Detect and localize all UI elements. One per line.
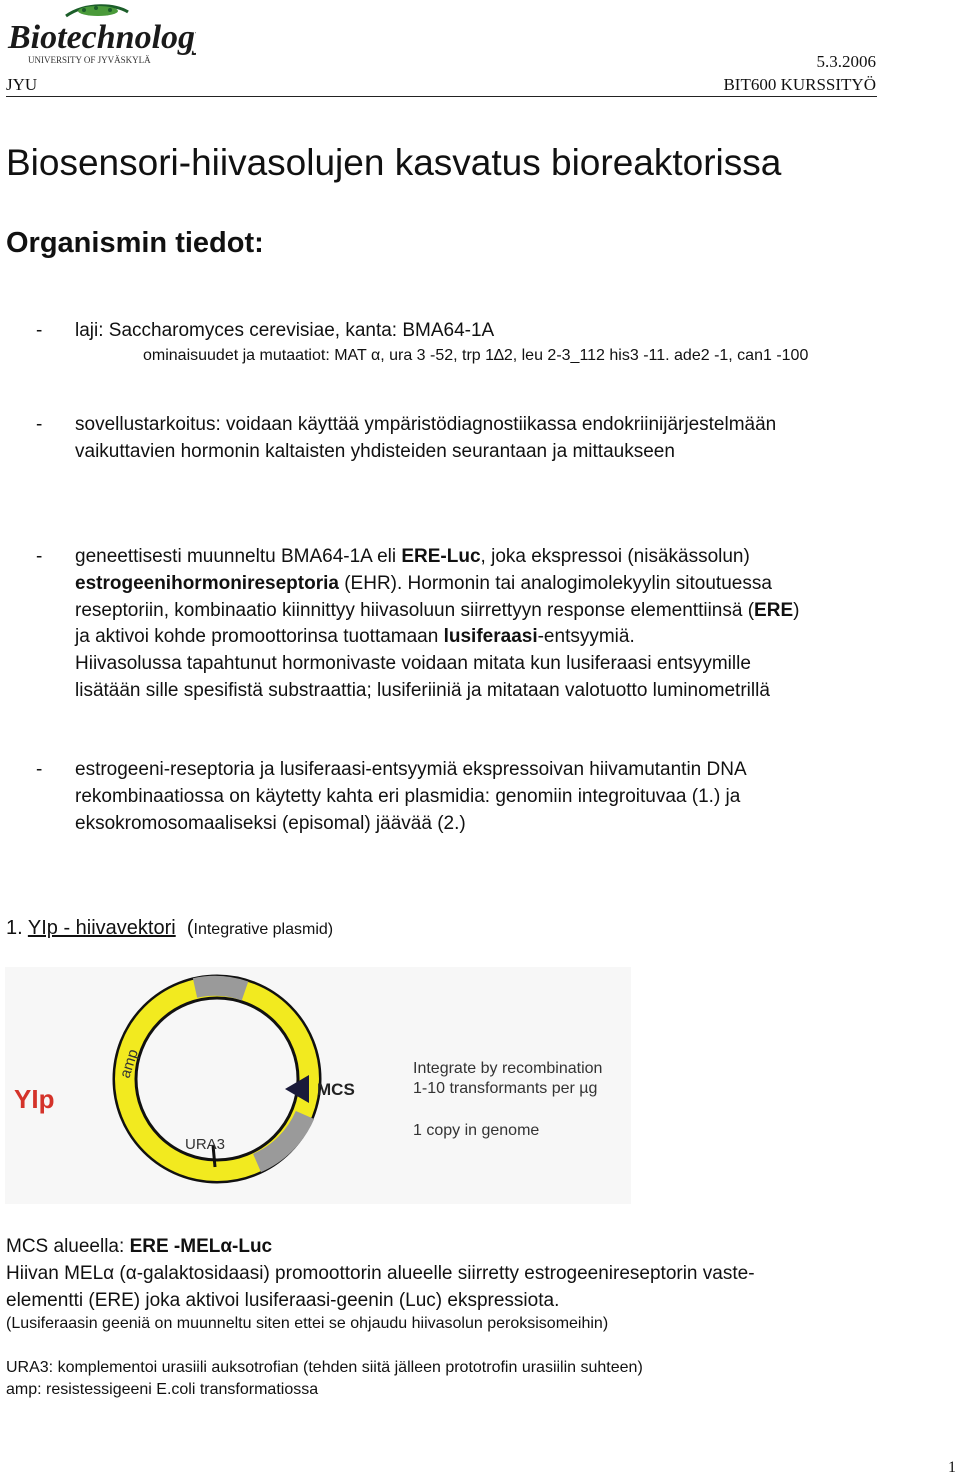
bullet-3-line-2 <box>75 573 772 595</box>
figure-info-1: Integrate by recombination <box>413 1060 603 1077</box>
text-span: reseptoriin, kombinaatio kiinnittyy hiivasoluun siirrettyyn response elementtiinsä ( <box>75 600 755 621</box>
bullet-2-line-2: vaikuttavien hormonin kaltaisten yhdisteiden seurantaan ja mittaukseen <box>75 441 675 462</box>
yip-label: YIp <box>14 1084 55 1114</box>
section-heading: Organismin tiedot: <box>6 227 264 259</box>
bullet-3-line-5: Hiivasolussa tapahtunut hormonivaste voidaan mitata kun lusiferaasi entsyymille <box>75 653 751 674</box>
text-span: ja aktivoi kohde promoottorinsa tuottamaan <box>75 626 444 647</box>
bullet-dash: - <box>36 414 43 435</box>
mcs-bold: ERE -MELα-Luc <box>129 1236 273 1257</box>
amp-label: amp <box>116 1047 142 1081</box>
bullet-1-line-1: laji: Saccharomyces cerevisiae, kanta: BMA64-1A <box>75 320 495 341</box>
vector-subtitle: Integrative plasmid) <box>193 921 334 938</box>
plasmid-diagram <box>5 967 631 1204</box>
grey-segment-top <box>195 986 245 991</box>
bullet-3-line-6: lisätään sille spesifistä substraattia; lusiferiiniä ja mitataan valotuotto luminometrillä <box>75 680 770 701</box>
text-span: (EHR). Hormonin tai analogimolekyylin sitoutuessa <box>338 573 772 594</box>
figure-info-3: 1 copy in genome <box>413 1122 540 1139</box>
bullet-2-line-1: sovellustarkoitus: voidaan käyttää ympäristödiagnostiikassa endokriinijärjestelmään <box>75 414 777 435</box>
bullet-4-line-2: rekombinaatiossa on käytetty kahta eri plasmidia: genomiin integroituvaa (1.) ja <box>75 786 741 807</box>
figure-info-2: 1-10 transformants per µg <box>413 1080 598 1097</box>
text-span: ( <box>175 917 194 939</box>
bullet-4-line-3: eksokromosomaaliseksi (episomal) jäävää (2.) <box>75 813 466 834</box>
logo-subtext: UNIVERSITY OF JYVÄSKYLÄ <box>28 55 151 65</box>
text-span: , joka ekspressoi (nisäkässolun) <box>480 546 750 567</box>
page-title: Biosensori-hiivasolujen kasvatus bioreaktorissa <box>6 142 782 183</box>
bullet-dash: - <box>36 320 43 341</box>
body-line-3: (Lusiferaasin geeniä on muunneltu siten ettei se ohjaudu hiivasolun peroksisomeihin) <box>6 1315 609 1332</box>
text-span: -entsyymiä. <box>537 626 635 647</box>
bullet-3-line-3 <box>75 600 799 622</box>
amp-note: amp: resistessigeeni E.coli transformatiossa <box>6 1381 319 1398</box>
text-span: geneettisesti muunneltu BMA64-1A eli <box>75 546 402 567</box>
luciferase-bold: lusiferaasi <box>443 626 538 647</box>
ura3-label: URA3 <box>185 1136 226 1153</box>
bullet-1-line-2: ominaisuudet ja mutaatiot: MAT α, ura 3 -52, trp 1∆2, leu 2-3_112 his3 -11. ade2 -1, can1 -100 <box>143 347 809 364</box>
vector-number: 1. <box>6 917 28 939</box>
body-line-1: Hiivan MELα (α-galaktosidaasi) promoottorin alueelle siirretty estrogeenireseptorin vaste- <box>6 1263 755 1284</box>
bullet-3-line-1 <box>75 546 750 568</box>
text-span: MCS alueella: <box>6 1236 130 1257</box>
header-right: BIT600 KURSSITYÖ <box>723 75 876 94</box>
text-span: ) <box>793 600 800 621</box>
ura3-note: URA3: komplementoi urasiili auksotrofian (tehden siitä jälleen prototrofin urasiilin suhteen) <box>6 1359 643 1376</box>
header-date: 5.3.2006 <box>816 52 876 71</box>
mcs-line <box>6 1236 272 1258</box>
bullet-4-line-1: estrogeeni-reseptoria ja lusiferaasi-entsyymiä ekspressoivan hiivamutantin DNA <box>75 759 747 780</box>
plasmid-figure <box>5 967 631 1204</box>
receptor-bold: estrogeenihormonireseptoria <box>75 573 339 594</box>
logo-graphic <box>6 2 196 66</box>
header-rule <box>6 96 877 97</box>
bullet-dash: - <box>36 759 43 780</box>
vector-title: YIp - hiivavektori <box>27 917 176 939</box>
ere-bold: ERE <box>754 600 794 621</box>
body-line-2: elementti (ERE) joka aktivoi lusiferaasi-geenin (Luc) ekspressiota. <box>6 1290 560 1311</box>
bullet-3-line-4 <box>75 626 635 648</box>
vector-heading <box>6 917 333 940</box>
header-left: JYU <box>6 75 38 94</box>
page-number: 1 <box>948 1459 956 1476</box>
logo-text: Biotechnology <box>8 19 196 56</box>
grey-segment-bottom <box>257 1115 305 1163</box>
bullet-dash: - <box>36 546 43 567</box>
mcs-label: MCS <box>317 1080 355 1099</box>
ere-luc-bold: ERE-Luc <box>401 546 481 567</box>
university-logo <box>6 2 196 66</box>
